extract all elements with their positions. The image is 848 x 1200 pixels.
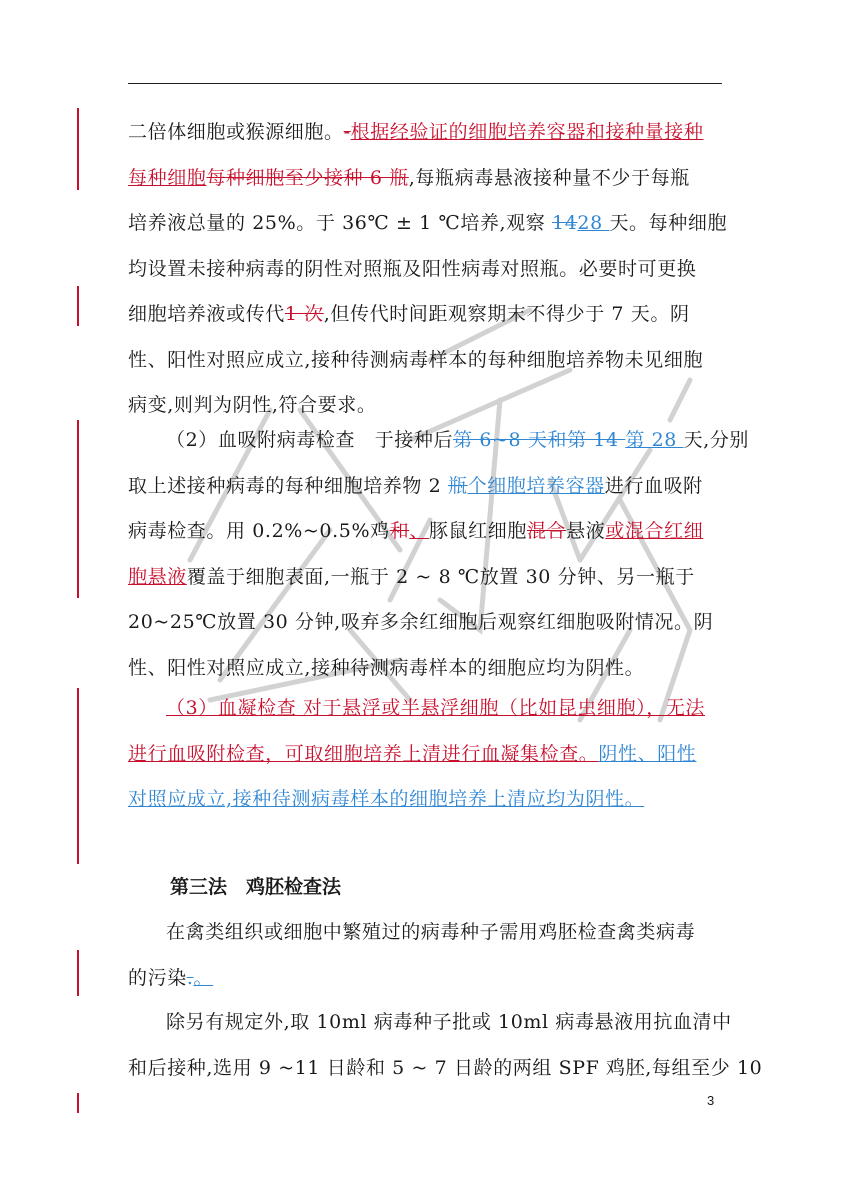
section-heading: 第三法 鸡胚检查法 [170,876,342,898]
paragraph-cell-culture-observation [128,110,728,429]
deleted-text: 瓶 [447,474,468,497]
inserted-text: 胞悬液 [128,565,187,588]
inserted-text: 每种细胞 [128,166,207,189]
inserted-text: 进行血吸附检查，可取细胞培养上清进行血凝集检查。 [128,742,599,765]
inserted-text: 28 [577,212,610,234]
inserted-text: 阴性、阳性 [598,742,697,765]
change-bar [77,420,79,598]
paragraph-egg-test-intro [128,910,722,1001]
text-line: 均设置未接种病毒的阴性对照瓶及阳性病毒对照瓶。必要时可更换 [128,257,697,280]
text-line [128,418,750,464]
text-run: 的污染 [128,966,187,989]
text-line [128,464,722,510]
text-run: 悬液 [566,520,606,542]
page-number: 3 [707,1093,715,1108]
text-line [128,292,722,338]
text-run: 细胞培养液或传代 [128,303,285,325]
text-run: 病毒检查。用 0.2%~0.5%鸡 [128,520,390,542]
inserted-text: （3）血凝检查 [166,697,297,719]
text-line [128,686,722,732]
text-line [128,956,722,1002]
text-line: 性、阳性对照应成立,接种待测病毒样本的细胞应均为阴性。 [128,656,645,679]
inserted-text: 对于悬浮或半悬浮细胞（比如昆虫细胞），无法 [296,697,706,719]
deleted-text: - [343,121,351,143]
change-bar [77,688,79,864]
inserted-text: 根据经验证的细胞培养容器和接种量接种 [350,121,704,143]
header-rule [128,83,722,84]
paragraph-hemadsorption-test [128,418,750,691]
inserted-text: 第 28 [625,429,684,451]
text-line [128,110,722,156]
deleted-text: 混合 [526,520,567,542]
inserted-text: 。 [193,966,214,989]
text-line [128,509,722,555]
text-run: ,但传代时间距观察期末不得少于 7 天。阴 [323,303,690,325]
deleted-text: 14 [552,212,578,234]
deleted-text: 1 次 [284,303,324,325]
text-run: 二倍体细胞或猴源细胞。 [128,121,344,143]
paragraph-hemagglutination-test [128,686,722,823]
deleted-text: 每种细胞至少接种 6 瓶 [206,166,409,189]
text-line: 性、阳性对照应成立,接种待测病毒样本的每种细胞培养物未见细胞 [128,348,704,371]
text-line [128,156,722,202]
deleted-text: 和 [389,520,410,542]
text-run: ,每瓶病毒悬液接种量不少于每瓶 [408,166,690,189]
inserted-text: 或混合红细 [605,520,704,542]
inserted-text: 、 [409,520,429,542]
text-line: 和后接种,选用 9 ~11 日龄和 5 ~ 7 日龄的两组 SPF 鸡胚,每组至少 10 [128,1056,763,1079]
text-line [128,201,728,247]
deleted-text: 第 6~8 天和第 14 [453,429,626,451]
text-run: （2）血吸附病毒检查 于接种后 [166,429,454,451]
change-bar [77,1093,79,1113]
change-bar [77,108,79,190]
change-bar [77,286,79,326]
text-line: 对照应成立,接种待测病毒样本的细胞培养上清应均为阴性。 [128,788,645,810]
paragraph-egg-test-procedure [128,1000,763,1091]
inserted-text: 个细胞培养容器 [467,474,605,497]
text-line: 病变,则判为阴性,符合要求。 [128,394,377,416]
text-run: 进行血吸附 [604,474,703,497]
deleted-text: . [186,966,194,989]
text-run: 覆盖于细胞表面,一瓶于 2 ~ 8 ℃放置 30 分钟、另一瓶于 [186,565,695,588]
text-line: 20~25℃放置 30 分钟,吸弃多余红细胞后观察红细胞吸附情况。阴 [128,611,714,633]
text-run: 天。每种细胞 [609,212,728,234]
text-run: 豚鼠红细胞 [428,520,527,542]
text-run: 培养液总量的 25%。于 36℃ ± 1 ℃培养,观察 [128,212,553,234]
text-run: 天,分别 [683,429,750,451]
text-line: 在禽类组织或细胞中繁殖过的病毒种子需用鸡胚检查禽类病毒 [166,921,696,943]
text-run: 取上述接种病毒的每种细胞培养物 2 [128,474,448,497]
text-line [128,555,722,601]
change-bar [77,950,79,996]
text-line [128,732,722,778]
text-line: 除另有规定外,取 10ml 病毒种子批或 10ml 病毒悬液用抗血清中 [166,1011,732,1033]
